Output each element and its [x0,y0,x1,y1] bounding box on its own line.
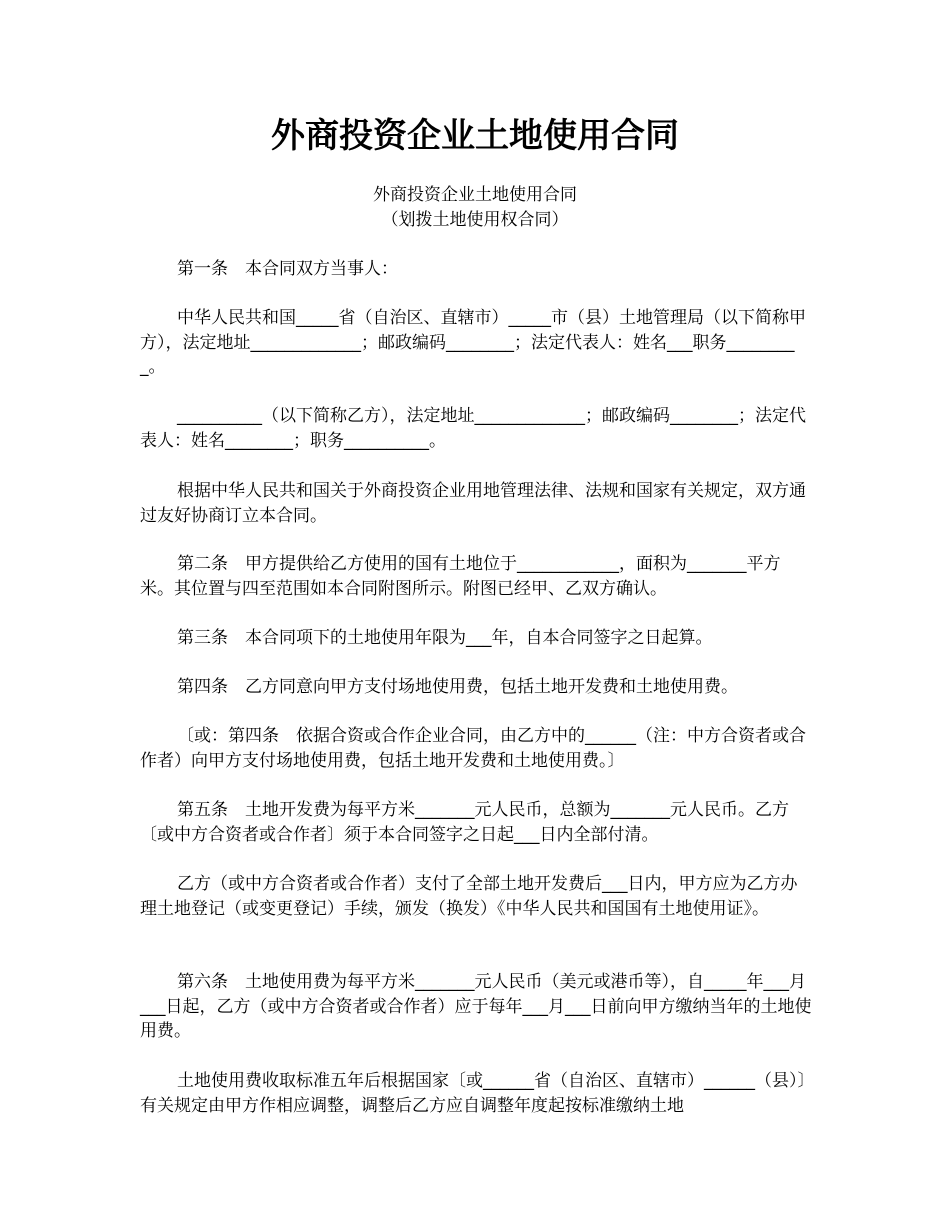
article-4-paragraph: 第四条 乙方同意向甲方支付场地使用费，包括土地开发费和土地使用费。 [177,677,738,697]
document-subtitle: 外商投资企业土地使用合同 [373,185,577,205]
document-subtitle-note: （划拨土地使用权合同） [381,210,569,230]
article-4-alternative-paragraph: 〔或：第四条 依据合资或合作企业合同，由乙方中的______（注：中方合资者或合作者）向甲方支付场地使用费，包括土地开发费和土地使用费。〕 [140,726,806,771]
party-b-paragraph: __________（以下简称乙方），法定地址_____________；邮政编码________；法定代表人：姓名________；职务__________。 [140,406,806,451]
article-2-paragraph: 第二条 甲方提供给乙方使用的国有土地位于____________，面积为_______平方米。其位置与四至范围如本合同附图所示。附图已经甲、乙双方确认。 [140,554,781,599]
document-title: 外商投资企业土地使用合同 [271,116,679,156]
article-1-heading: 第一条 本合同双方当事人： [177,259,398,279]
fee-adjustment-paragraph: 土地使用费收取标准五年后根据国家〔或______省（自治区、直辖市）______（县）〕有关规定由甲方作相应调整，调整后乙方应自调整年度起按标准缴纳土地 [140,1071,806,1116]
article-3-paragraph: 第三条 本合同项下的土地使用年限为___年，自本合同签字之日起算。 [177,628,713,648]
basis-paragraph: 根据中华人民共和国关于外商投资企业用地管理法律、法规和国家有关规定，双方通过友好协商订立本合同。 [140,481,806,526]
article-6-paragraph: 第六条 土地使用费为每平方米_______元人民币（美元或港币等），自_____年___月___日起，乙方（或中方合资者或合作者）应于每年___月___日前向甲方缴纳当年的土地使用费。 [140,972,812,1041]
land-registration-paragraph: 乙方（或中方合资者或合作者）支付了全部土地开发费后___日内，甲方应为乙方办理土地登记（或变更登记）手续，颁发（换发）《中华人民共和国国有土地使用证》。 [140,874,798,919]
article-5-paragraph: 第五条 土地开发费为每平方米_______元人民币，总额为_______元人民币。乙方〔或中方合资者或合作者〕须于本合同签字之日起___日内全部付清。 [140,800,789,845]
party-a-paragraph: 中华人民共和国_____省（自治区、直辖市）_____市（县）土地管理局（以下简称甲方），法定地址_____________；邮政编码________；法定代表人：姓名___职务_________。 [140,308,806,377]
